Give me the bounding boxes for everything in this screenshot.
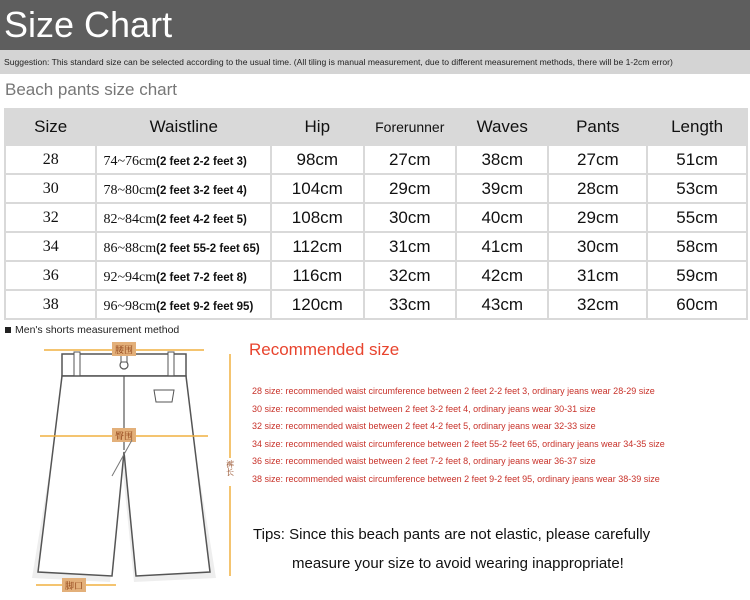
table-row bbox=[6, 291, 746, 318]
waist-cm: 86~88cm bbox=[103, 240, 157, 256]
waist-cm: 82~84cm bbox=[103, 211, 157, 227]
chart-subtitle: Beach pants size chart bbox=[5, 80, 177, 99]
cell-waves: 38cm bbox=[457, 146, 547, 173]
cell-pants: 27cm bbox=[549, 146, 646, 173]
cell-waistline bbox=[97, 175, 270, 202]
cell-length: 53cm bbox=[648, 175, 746, 202]
cell-waves: 43cm bbox=[457, 291, 547, 318]
cell-hip: 104cm bbox=[272, 175, 362, 202]
suggestion-bar bbox=[0, 50, 750, 74]
hip-label: 臀围 bbox=[114, 432, 134, 442]
hem-label: 脚口 bbox=[64, 582, 84, 592]
waist-cm: 96~98cm bbox=[103, 298, 157, 314]
belt-loop-right bbox=[168, 352, 174, 378]
square-bullet-icon bbox=[5, 327, 11, 333]
cell-length: 59cm bbox=[648, 262, 746, 289]
belt-loop-left bbox=[74, 352, 80, 378]
recommended-size-title: Recommended size bbox=[249, 340, 400, 359]
cell-pants: 28cm bbox=[549, 175, 646, 202]
shorts-diagram bbox=[4, 340, 240, 596]
cell-waistline bbox=[97, 146, 270, 173]
cell-length: 60cm bbox=[648, 291, 746, 318]
cell-pants: 30cm bbox=[549, 233, 646, 260]
cell-forerunner: 31cm bbox=[365, 233, 455, 260]
column-header-waves: Waves bbox=[457, 110, 547, 144]
suggestion-text: Suggestion: This standard size can be selected according to the usual time. (All tiling is manual measurement, due to different measurement methods, there will be 1-2cm error) bbox=[4, 57, 673, 67]
cell-forerunner: 30cm bbox=[365, 204, 455, 231]
cell-size: 36 bbox=[6, 262, 95, 289]
list-item: 30 size: recommended waist between 2 feet 3-2 feet 4, ordinary jeans wear 30-31 size bbox=[252, 403, 596, 414]
cell-length: 55cm bbox=[648, 204, 746, 231]
waist-feet: (2 feet 55-2 feet 65) bbox=[156, 242, 260, 255]
cell-waves: 42cm bbox=[457, 262, 547, 289]
cell-size: 38 bbox=[6, 291, 95, 318]
column-header-length: Length bbox=[648, 110, 746, 144]
list-item: 34 size: recommended waist circumference between 2 feet 55-2 feet 65, ordinary jeans wear 34-35 size bbox=[252, 438, 665, 449]
column-header-pants: Pants bbox=[549, 110, 646, 144]
cell-waves: 40cm bbox=[457, 204, 547, 231]
list-item: 28 size: recommended waist circumference between 2 feet 2-2 feet 3, ordinary jeans wear 28-29 size bbox=[252, 386, 655, 396]
column-header-hip: Hip bbox=[272, 110, 362, 144]
cell-forerunner: 33cm bbox=[365, 291, 455, 318]
cell-size: 28 bbox=[6, 146, 95, 173]
waist-label: 腰围 bbox=[114, 346, 134, 356]
cell-size: 32 bbox=[6, 204, 95, 231]
waist-cm: 92~94cm bbox=[103, 269, 157, 285]
table-row bbox=[6, 233, 746, 260]
recommended-size-list bbox=[252, 383, 665, 489]
cell-size: 30 bbox=[6, 175, 95, 202]
list-item: 36 size: recommended waist between 2 feet 7-2 feet 8, ordinary jeans wear 36-37 size bbox=[252, 456, 596, 467]
cell-waistline bbox=[97, 262, 270, 289]
cell-hip: 98cm bbox=[272, 146, 362, 173]
waist-cm: 74~76cm bbox=[103, 153, 157, 169]
header-bar bbox=[0, 0, 750, 50]
table-row bbox=[6, 262, 746, 289]
cell-forerunner: 32cm bbox=[365, 262, 455, 289]
cell-hip: 108cm bbox=[272, 204, 362, 231]
table-row bbox=[6, 175, 746, 202]
size-table bbox=[4, 108, 748, 320]
cell-waistline bbox=[97, 204, 270, 231]
waist-feet: (2 feet 4-2 feet 5) bbox=[156, 213, 247, 226]
measurement-method-label bbox=[5, 324, 179, 336]
cell-size: 34 bbox=[6, 233, 95, 260]
waist-feet: (2 feet 2-2 feet 3) bbox=[156, 155, 247, 168]
waist-feet: (2 feet 7-2 feet 8) bbox=[156, 271, 247, 284]
cell-waves: 39cm bbox=[457, 175, 547, 202]
column-header-waistline: Waistline bbox=[97, 110, 270, 144]
cell-forerunner: 27cm bbox=[365, 146, 455, 173]
cell-hip: 112cm bbox=[272, 233, 362, 260]
list-item: 32 size: recommended waist between 2 feet 4-2 feet 5, ordinary jeans wear 32-33 size bbox=[252, 421, 596, 432]
list-item: 38 size: recommended waist circumference between 2 feet 9-2 feet 95, ordinary jeans wear 38-39 size bbox=[252, 473, 660, 484]
column-header-size: Size bbox=[6, 110, 95, 144]
table-header-row bbox=[6, 110, 746, 144]
tips-line-1: Tips: Since this beach pants are not elastic, please carefully bbox=[253, 526, 651, 543]
waist-cm: 78~80cm bbox=[103, 182, 157, 198]
waist-feet: (2 feet 9-2 feet 95) bbox=[156, 300, 254, 313]
length-label: 裤长 bbox=[225, 460, 235, 476]
cell-waves: 41cm bbox=[457, 233, 547, 260]
cell-hip: 120cm bbox=[272, 291, 362, 318]
cell-hip: 116cm bbox=[272, 262, 362, 289]
table-row bbox=[6, 204, 746, 231]
cell-length: 58cm bbox=[648, 233, 746, 260]
cell-pants: 29cm bbox=[549, 204, 646, 231]
tips-line-2: measure your size to avoid wearing inappropriate! bbox=[292, 555, 624, 572]
cell-pants: 32cm bbox=[549, 291, 646, 318]
cell-pants: 31cm bbox=[549, 262, 646, 289]
waist-feet: (2 feet 3-2 feet 4) bbox=[156, 184, 247, 197]
cell-forerunner: 29cm bbox=[365, 175, 455, 202]
cell-waistline bbox=[97, 291, 270, 318]
column-header-forerunner: Forerunner bbox=[365, 110, 455, 144]
table-row bbox=[6, 146, 746, 173]
page-title: Size Chart bbox=[4, 4, 173, 45]
cell-waistline bbox=[97, 233, 270, 260]
measurement-method-text: Men's shorts measurement method bbox=[15, 324, 180, 336]
cell-length: 51cm bbox=[648, 146, 746, 173]
